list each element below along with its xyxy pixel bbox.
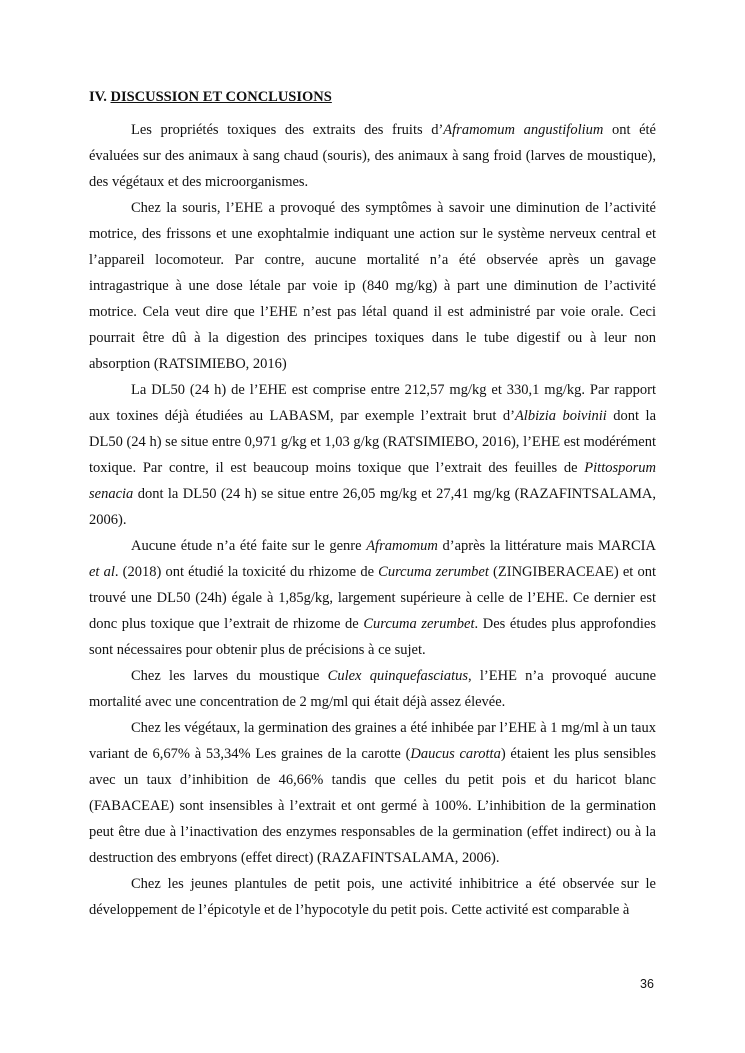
italic-text: Curcuma zerumbet bbox=[363, 616, 475, 632]
text-run: Les propriétés toxiques des extraits des fruits d’ bbox=[131, 122, 444, 138]
text-run: Chez les jeunes plantules de petit pois, une activité inhibitrice a été observée sur le développement de l’épicotyle et de l’hypocotyle du petit pois. Cette activité est comparable à bbox=[89, 876, 656, 918]
italic-text: Culex quinquefasciatus bbox=[327, 668, 469, 684]
text-run: Aucune étude n’a été faite sur le genre bbox=[131, 538, 367, 554]
text-run: , l’EHE n’a provoqué aucune mortalité avec une concentration de 2 mg/ml qui était déjà assez élevée. bbox=[89, 668, 657, 710]
paragraph bbox=[89, 663, 656, 715]
section-number: IV. bbox=[89, 89, 107, 105]
italic-text: Aframomum bbox=[366, 538, 438, 554]
text-run: La DL50 (24 h) de l’EHE est comprise entre 212,57 mg/kg et 330,1 mg/kg. Par rapport aux toxines déjà étudiées au LABASM, par exemple l’extrait brut d’ bbox=[89, 382, 656, 424]
italic-text: Daucus carotta bbox=[410, 746, 501, 762]
text-run: Chez les larves du moustique bbox=[131, 668, 328, 684]
text-run: (ZINGIBERACEAE) et ont trouvé une DL50 (24h) égale à 1,85g/kg, largement supérieure à celle de l’EHE. Ce dernier est donc plus toxique que l’extrait de rhizome de bbox=[89, 564, 656, 632]
section-title: DISCUSSION ET CONCLUSIONS bbox=[110, 89, 332, 105]
paragraph bbox=[89, 871, 656, 923]
text-run: . (2018) ont étudié la toxicité du rhizome de bbox=[114, 564, 379, 580]
italic-text: Pittosporum senacia bbox=[89, 460, 656, 502]
section-heading bbox=[89, 88, 332, 106]
text-run: ) étaient les plus sensibles avec un taux d’inhibition de 46,66% tandis que celles du petit pois et du haricot blanc (FABACEAE) sont insensibles à l’extrait et ont germé à 100%. L’inhibition de la germination peut être due à l’inactivation des enzymes responsables de la germination (effet indirect) ou à la destruction des embryons (effet direct) (RAZAFINTSALAMA, 2006). bbox=[89, 746, 657, 866]
italic-text: Curcuma zerumbet bbox=[378, 564, 489, 580]
text-run: d’après la littérature mais MARCIA bbox=[437, 538, 656, 554]
text-run: Chez les végétaux, la germination des graines a été inhibée par l’EHE à 1 mg/ml à un taux variant de 6,67% à 53,34% Les graines de la carotte ( bbox=[89, 720, 656, 762]
paragraph bbox=[89, 117, 656, 195]
italic-text: Albizia boivinii bbox=[514, 408, 607, 424]
paragraph bbox=[89, 715, 656, 871]
page-number: 36 bbox=[640, 977, 654, 991]
italic-text: et al bbox=[89, 564, 115, 580]
text-run: ont été évaluées sur des animaux à sang chaud (souris), des animaux à sang froid (larves de moustique), des végétaux et des microorganismes. bbox=[89, 122, 656, 190]
paragraph bbox=[89, 377, 656, 533]
italic-text: Aframomum angustifolium bbox=[443, 122, 604, 138]
text-run: dont la DL50 (24 h) se situe entre 0,971 g/kg et 1,03 g/kg (RATSIMIEBO, 2016), l’EHE est modérément toxique. Par contre, il est beaucoup moins toxique que l’extrait des feuilles de bbox=[89, 408, 657, 476]
paragraph bbox=[89, 533, 656, 663]
paragraph bbox=[89, 195, 656, 377]
text-run: dont la DL50 (24 h) se situe entre 26,05 mg/kg et 27,41 mg/kg (RAZAFINTSALAMA, 2006). bbox=[89, 486, 656, 528]
text-run: Chez la souris, l’EHE a provoqué des symptômes à savoir une diminution de l’activité motrice, des frissons et une exophtalmie indiquant une action sur le système nerveux central et l’appareil locomoteur. Par contre, aucune mortalité n’a été observée après un gavage intragastrique à une dose létale par voie ip (840 mg/kg) à part une diminution de l’activité motrice. Cela veut dire que l’EHE n’est pas létal quand il est administré par voie orale. Ceci pourrait être dû à la digestion des principes toxiques dans le tube digestif ou à leur non absorption (RATSIMIEBO, 2016) bbox=[89, 200, 656, 372]
body-text bbox=[89, 117, 656, 923]
text-run: . Des études plus approfondies sont nécessaires pour obtenir plus de précisions à ce sujet. bbox=[89, 616, 656, 658]
